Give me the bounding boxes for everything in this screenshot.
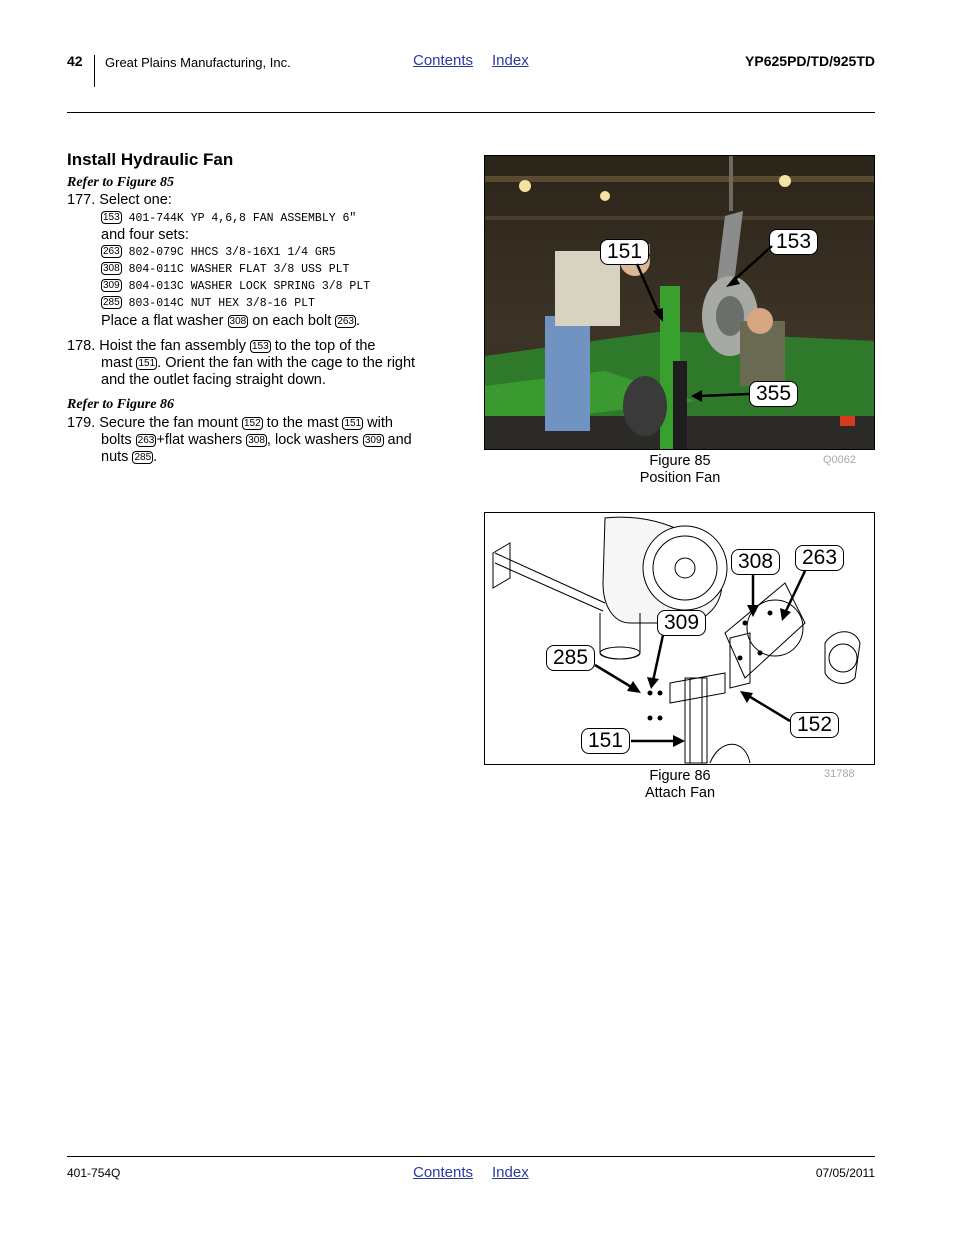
text-fragment: Secure the fan mount [99,415,238,431]
step-179-line2 [101,432,412,449]
part-description: 802-079C HHCS 3/8-16X1 1/4 GR5 [128,246,336,259]
company-name: Great Plains Manufacturing, Inc. [105,55,291,70]
callout-285: 285 [546,645,595,671]
text-fragment: mast [101,355,133,371]
footer-rule [67,1156,875,1157]
callout-tag: 285 [103,297,120,308]
callout-tag: 263 [137,435,155,446]
callout-tag: 308 [248,435,265,446]
step-177 [67,192,172,209]
part-line-308 [101,261,349,278]
text-fragment: Place a flat washer [101,313,224,329]
section-title: Install Hydraulic Fan [67,150,234,169]
figure-reference-85: Refer to Figure 85 [67,175,174,190]
callout-355: 355 [749,381,798,407]
doc-number: 401-754Q [67,1166,121,1180]
callout-309: 309 [657,610,706,636]
callout-263: 263 [795,545,844,571]
figure-86-drawing [484,512,875,765]
header-rule [67,112,875,113]
text-fragment: bolts [101,432,132,448]
callout-arrows-86 [485,513,875,765]
figure-86-id: 31788 [824,768,855,780]
text-fragment: +flat washers [156,432,243,448]
text-fragment: to the mast [266,415,339,431]
figure-reference-86: Refer to Figure 86 [67,397,174,412]
callout-tag: 151 [344,418,362,429]
part-line-263 [101,244,336,261]
callout-308: 308 [731,549,780,575]
part-line-285 [101,295,315,312]
step-number: 177. [67,192,96,208]
figure-85-photo [484,155,875,450]
doc-date: 07/05/2011 [815,1166,875,1180]
text-fragment: . [356,313,361,329]
step-number: 179. [67,415,96,431]
model-name: YP625PD/TD/925TD [745,53,875,69]
place-washer-text [101,313,360,330]
callout-153: 153 [769,229,818,255]
callout-arrows-85 [485,156,875,450]
part-line-153 [101,210,356,227]
step-178-line2 [101,355,415,372]
callout-tag: 263 [337,316,354,327]
callout-151: 151 [581,728,630,754]
text-fragment: with [367,415,393,431]
text-fragment: Hoist the fan assembly [99,338,246,354]
callout-tag: 308 [103,263,120,274]
callout-tag: 285 [134,452,152,463]
page-number: 42 [67,53,83,69]
callout-tag: 309 [103,280,120,291]
text-fragment: . Orient the fan with the cage to the right [157,355,416,371]
part-description: 804-013C WASHER LOCK SPRING 3/8 PLT [128,280,371,293]
text-fragment: nuts [101,449,129,465]
part-description: 804-011C WASHER FLAT 3/8 USS PLT [128,263,350,276]
index-link[interactable]: Index [492,52,529,69]
callout-152: 152 [790,712,839,738]
step-178 [67,338,375,355]
text-fragment: , lock washers [266,432,359,448]
footer-index-link[interactable]: Index [492,1164,529,1181]
callout-tag: 153 [103,212,120,223]
figure-85-caption [610,453,750,487]
contents-link[interactable]: Contents [413,52,474,69]
figure-85-id: Q0062 [823,454,857,466]
figure-86-title: Attach Fan [644,785,716,801]
footer-contents-link[interactable]: Contents [413,1164,474,1181]
callout-tag: 151 [138,358,156,369]
figure-85-number: Figure 85 [649,453,711,469]
part-line-309 [101,278,370,295]
step-number: 178. [67,338,96,354]
callout-tag: 153 [251,341,269,352]
step-text: Select one: [99,192,172,208]
text-fragment: on each bolt [252,313,332,329]
callout-151: 151 [600,239,649,265]
part-description: 803-014C NUT HEX 3/8-16 PLT [128,297,315,310]
part-description: 401-744K YP 4,6,8 FAN ASSEMBLY 6" [128,212,357,225]
text-fragment: to the top of the [274,338,376,354]
and-four-sets: and four sets: [101,227,189,243]
text-fragment: and [387,432,412,448]
figure-85-title: Position Fan [639,470,721,486]
callout-tag: 263 [103,246,120,257]
step-179 [67,415,393,432]
callout-tag: 152 [243,418,261,429]
figure-86-number: Figure 86 [649,768,711,784]
header-divider [94,55,95,87]
callout-tag: 309 [364,435,382,446]
callout-tag: 308 [229,316,247,327]
step-178-line3: and the outlet facing straight down. [101,372,326,388]
step-179-line3 [101,449,157,466]
figure-86-caption [610,768,750,802]
text-fragment: . [153,449,158,465]
